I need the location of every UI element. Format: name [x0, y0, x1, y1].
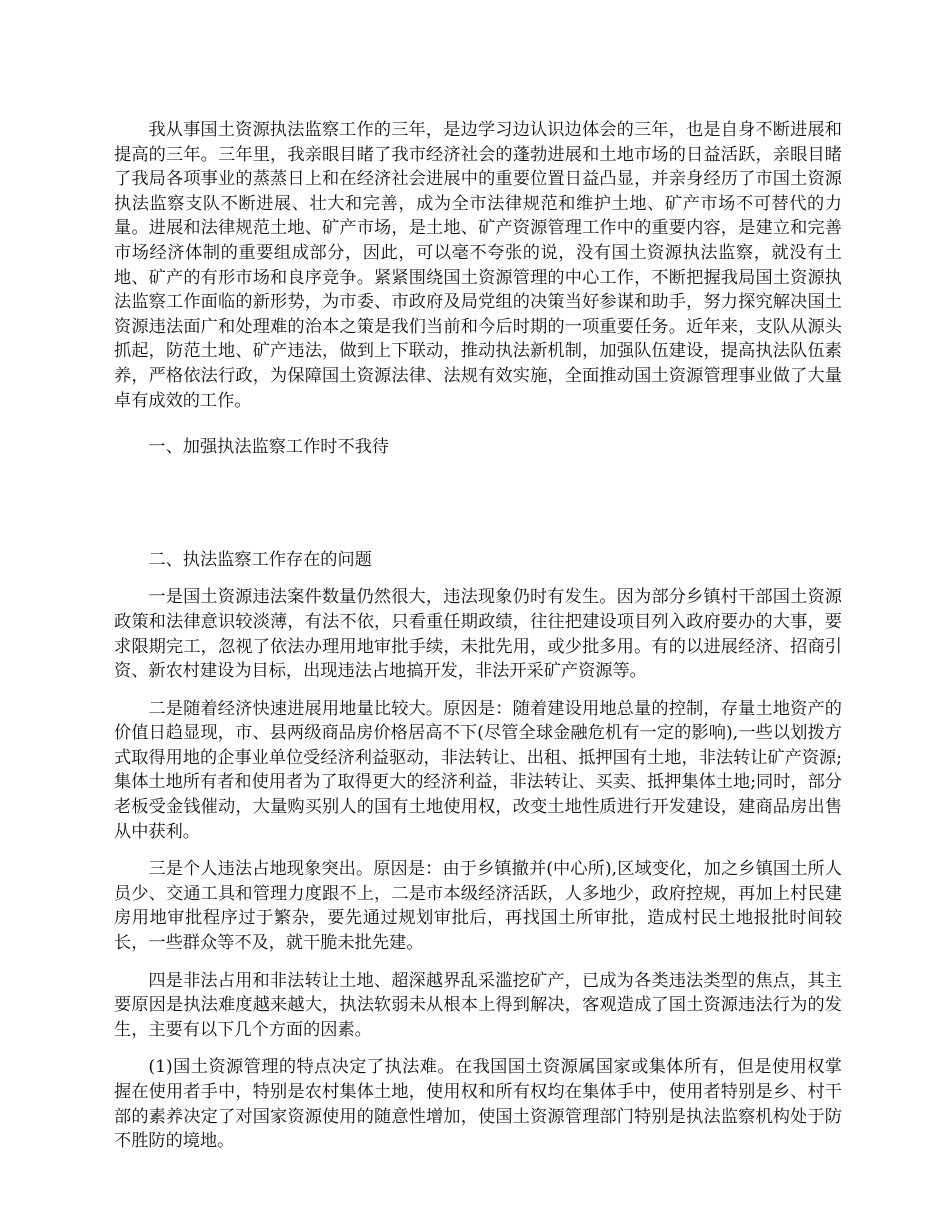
body-paragraph: 一是国土资源违法案件数量仍然很大，违法现象仍时有发生。因为部分乡镇村干部国土资源政策和法律意识较淡薄，有法不依，只看重任期政绩，往往把建设项目列入政府要办的大事，要求限期完工，忽视了依法办理用地审批手续，未批先用，或少批多用。有的以进展经济、招商引资、新农村建设为目标，出现违法占地搞开发，非法开采矿产资源等。: [114, 587, 842, 682]
intro-paragraph: 我从事国土资源执法监察工作的三年，是边学习边认识边体会的三年，也是自身不断进展和提高的三年。三年里，我亲眼目睹了我市经济社会的蓬勃进展和土地市场的日益活跃，亲眼目睹了我局各项事业的蒸蒸日上和在经济社会进展中的重要位置日益凸显，并亲身经历了市国土资源执法监察支队不断进展、壮大和完善，成为全市法律规范和维护土地、矿产市场不可替代的力量。进展和法律规范土地、矿产市场，是土地、矿产资源管理工作中的重要内容，是建立和完善市场经济体制的重要组成部分，因此，可以毫不夸张的说，没有国土资源执法监察，就没有土地、矿产的有形市场和良序竞争。紧紧围绕国土资源管理的中心工作，不断把握我局国土资源执法监察工作面临的新形势，为市委、市政府及局党组的决策当好参谋和助手，努力探究解决国土资源违法面广和处理难的治本之策是我们当前和今后时期的一项重要任务。近年来，支队从源头抓起，防范土地、矿产违法，做到上下联动，推动执法新机制，加强队伍建设，提高执法队伍素养，严格依法行政，为保障国土资源法律、法规有效实施，全面推动国土资源管理事业做了大量卓有成效的工作。: [114, 120, 842, 411]
body-paragraph: 三是个人违法占地现象突出。原因是：由于乡镇撤并(中心所),区域变化，加之乡镇国土所人员少、交通工具和管理力度跟不上，二是市本级经济活跃，人多地少，政府控规，再加上村民建房用地审批程序过于繁杂，要先通过规划审批后，再找国土所审批，造成村民土地报批时间较长，一些群众等不及，就干脆未批先建。: [114, 859, 842, 954]
document-body: [114, 118, 842, 1167]
body-paragraph: 二是随着经济快速进展用地量比较大。原因是：随着建设用地总量的控制，存量土地资产的价值日趋显现，市、县两级商品房价格居高不下(尽管全球金融危机有一定的影响),一些以划拨方式取得用地的企事业单位受经济利益驱动，非法转让、出租、抵押国有土地，非法转让矿产资源;集体土地所有者和使用者为了取得更大的经济利益，非法转让、买卖、抵押集体土地;同时，部分老板受金钱催动，大量购买别人的国有土地使用权，改变土地性质进行开发建设，建商品房出售从中获利。: [114, 698, 842, 842]
section-heading-one: 一、加强执法监察工作时不我待: [148, 437, 390, 458]
body-paragraph: 四是非法占用和非法转让土地、超深越界乱采滥挖矿产，已成为各类违法类型的焦点，其主要原因是执法难度越来越大，执法软弱未从根本上得到解决，客观造成了国土资源违法行为的发生，主要有以下几个方面的因素。: [114, 970, 842, 1040]
body-paragraph: (1)国土资源管理的特点决定了执法难。在我国国土资源属国家或集体所有，但是使用权掌握在使用者手中，特别是农村集体土地，使用权和所有权均在集体手中，使用者特别是乡、村干部的素养决定了对国家资源使用的随意性增加，使国土资源管理部门特别是执法监察机构处于防不胜防的境地。: [114, 1057, 842, 1152]
section-heading-two: 二、执法监察工作存在的问题: [148, 549, 372, 570]
